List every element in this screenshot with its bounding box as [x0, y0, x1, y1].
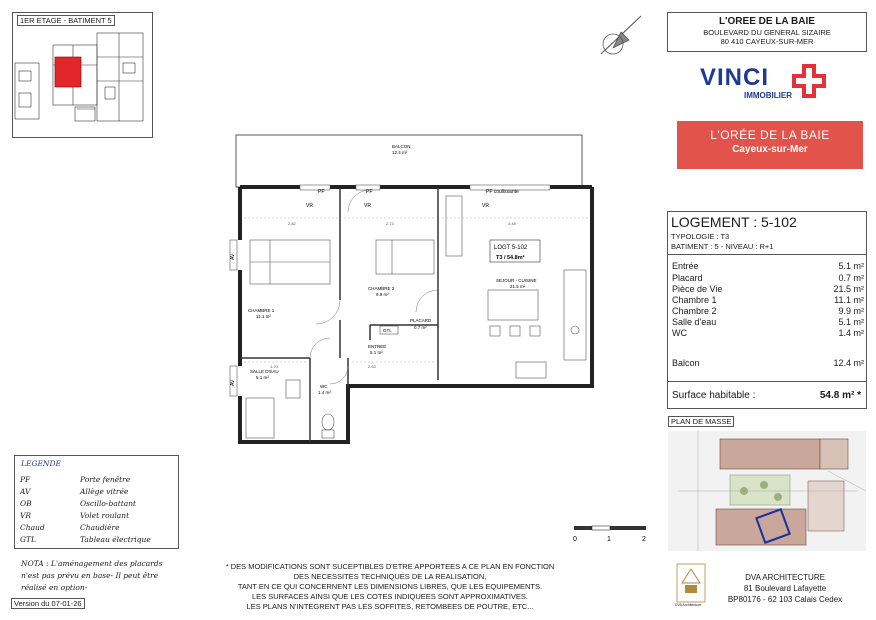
pf1-label: PF [318, 189, 325, 195]
sde-area: 5.1 m² [256, 375, 269, 380]
banner-title: L'ORÉE DE LA BAIE [710, 128, 830, 142]
vinci-logo-text: VINCI [700, 64, 770, 91]
key-plan [12, 12, 153, 138]
sde-label: SALLE D'EAU [250, 369, 279, 374]
balcon-area: 12.4 m² [833, 358, 864, 368]
architect-city: BP80176 - 62 103 Calais Cedex [727, 595, 843, 604]
legend-code: PF [20, 475, 31, 484]
pf-coulissante-label: PF coulissante [486, 189, 519, 195]
project-banner [677, 121, 863, 169]
site-plan [668, 431, 866, 551]
balcony-label: BALCON [392, 144, 411, 149]
logement-title: LOGEMENT : 5-102 [671, 214, 797, 230]
chambre2-area: 9.9 m² [376, 292, 389, 297]
room-name: Entrée [672, 261, 699, 271]
room-area: 11.1 m² [834, 295, 864, 305]
legend-desc: Volet roulant [80, 511, 130, 520]
vr2-label: VR [364, 203, 371, 209]
balcon-name: Balcon [672, 358, 700, 368]
dim-1-70: 1.70 [270, 364, 278, 369]
legend-desc: Tableau électrique [80, 535, 151, 544]
floor-plan [220, 130, 605, 450]
room-area: 0.7 m² [838, 273, 864, 283]
legend-code: GTL [20, 535, 36, 544]
key-plan-label: 1ER ETAGE - BATIMENT 5 [17, 15, 115, 26]
sejour-label: SEJOUR - CUISINE [496, 278, 537, 283]
architect-name: DVA ARCHITECTURE [745, 573, 825, 582]
project-header [667, 12, 867, 52]
dim-2-73: 2.73 [386, 221, 394, 226]
room-area: 21.5 m² [833, 284, 864, 294]
banner-subtitle: Cayeux-sur-Mer [732, 144, 808, 155]
plan-masse-label: PLAN DE MASSE [668, 416, 734, 427]
balcony-area: 12.4 m² [392, 150, 408, 155]
scale-tick: 1 [607, 536, 611, 543]
surface-label: Surface habitable : [672, 390, 756, 401]
key-plan-drawing [13, 27, 152, 137]
scale-tick: 0 [573, 536, 577, 543]
logement-typologie: TYPOLOGIE : T3 [671, 232, 730, 241]
logement-batiment: BATIMENT : 5 - NIVEAU : R+1 [671, 242, 774, 251]
disclaimer-line3: TANT EN CE QUI CONCERNENT LES DIMENSIONS LIBRES, QUE LES EQUIPEMENTS. [237, 582, 543, 591]
legend-code: Chaud [20, 523, 45, 532]
room-name: Chambre 1 [672, 295, 717, 305]
project-title: L'OREE DE LA BAIE [719, 16, 815, 27]
chambre2-label: CHAMBRE 2 [368, 286, 395, 291]
note-line3: réalisé en option- [21, 583, 88, 592]
scale-tick: 2 [642, 536, 646, 543]
placard-label: PLACARD [410, 318, 432, 323]
architect-logo-caption: DVA Architecture [675, 603, 702, 607]
sejour-area: 21.5 m² [510, 284, 526, 289]
pf2-label: PF [366, 189, 373, 195]
legend-title: LEGENDE [21, 459, 61, 468]
vinci-logo-sub: IMMOBILIER [744, 91, 792, 100]
room-area: 9.9 m² [838, 306, 864, 316]
chambre1-label: CHAMBRE 1 [248, 308, 275, 313]
legend-code: OB [20, 499, 32, 508]
disclaimer-line1: * DES MODIFICATIONS SONT SUCEPTIBLES D'ETRE APPORTEES A CE PLAN EN FONCTION [225, 562, 555, 571]
room-name: Chambre 2 [672, 306, 717, 316]
logt-type: T3 / 54.8m² [496, 255, 525, 261]
surface-box [667, 381, 867, 409]
logt-label: LOGT 5-102 [494, 245, 528, 251]
vinci-cross-icon [792, 64, 826, 98]
room-name: Pièce de Vie [672, 284, 723, 294]
vinci-logo [700, 64, 840, 104]
chambre1-area: 11.1 m² [256, 314, 271, 319]
room-area: 5.1 m² [838, 261, 864, 271]
av2-label: AV [230, 379, 236, 386]
vr1-label: VR [306, 203, 313, 209]
disclaimer-line4: LES SURFACES AINSI QUE LES COTES INDIQUEES SONT APPROXIMATIVES. [251, 592, 529, 601]
scale-bar [572, 524, 652, 546]
legend-desc: Allège vitrée [80, 487, 129, 496]
vr3-label: VR [482, 203, 489, 209]
entree-label: ENTREE [368, 344, 387, 349]
wc-area: 1.4 m² [318, 390, 331, 395]
architect-logo-icon [676, 563, 706, 603]
legend-desc: Chaudière [80, 523, 120, 532]
placard-area: 0.7 m² [414, 325, 427, 330]
room-name: Salle d'eau [672, 317, 717, 327]
room-area: 1.4 m² [838, 328, 864, 338]
note-line1: NOTA : L'aménagement des placards [21, 559, 163, 568]
room-area: 5.1 m² [838, 317, 864, 327]
version-label: Version du 07-01-26 [11, 598, 85, 609]
note-line2: n'est pas prévu en base- Il peut être [21, 571, 159, 580]
av1-label: AV [230, 253, 236, 260]
balcony-outline [236, 135, 582, 187]
disclaimer-line5: LES PLANS N'INTEGRENT PAS LES SOFFITES, RETOMBEES DE POUTRE, ETC... [246, 602, 534, 611]
key-plan-highlight [55, 57, 81, 87]
dim-4-48: 4.48 [508, 221, 516, 226]
architect-address: 81 Boulevard Lafayette [743, 584, 827, 593]
legend-code: VR [20, 511, 32, 520]
disclaimer-line2: DES NECESSITES TECHNIQUES DE LA REALISATION, [293, 572, 487, 581]
dim-2-82: 2.82 [288, 221, 296, 226]
room-name: WC [672, 328, 687, 338]
north-arrow-icon [593, 12, 653, 62]
bed-chambre2 [376, 240, 434, 274]
surface-value: 54.8 m² * [819, 390, 861, 401]
bed-chambre1 [250, 240, 330, 284]
wc-label: WC [320, 384, 328, 389]
entree-area: 5.1 m² [370, 350, 383, 355]
legend-desc: Oscillo-battant [80, 499, 137, 508]
room-name: Placard [672, 273, 703, 283]
dim-2-63: 2.63 [368, 364, 376, 369]
project-address-line2: 80 410 CAYEUX-SUR-MER [720, 37, 814, 46]
gtl-label: GTL [383, 328, 392, 333]
legend-code: AV [20, 487, 31, 496]
project-address-line1: BOULEVARD DU GENERAL SIZAIRE [703, 28, 831, 37]
legend-desc: Porte fenêtre [80, 475, 131, 484]
